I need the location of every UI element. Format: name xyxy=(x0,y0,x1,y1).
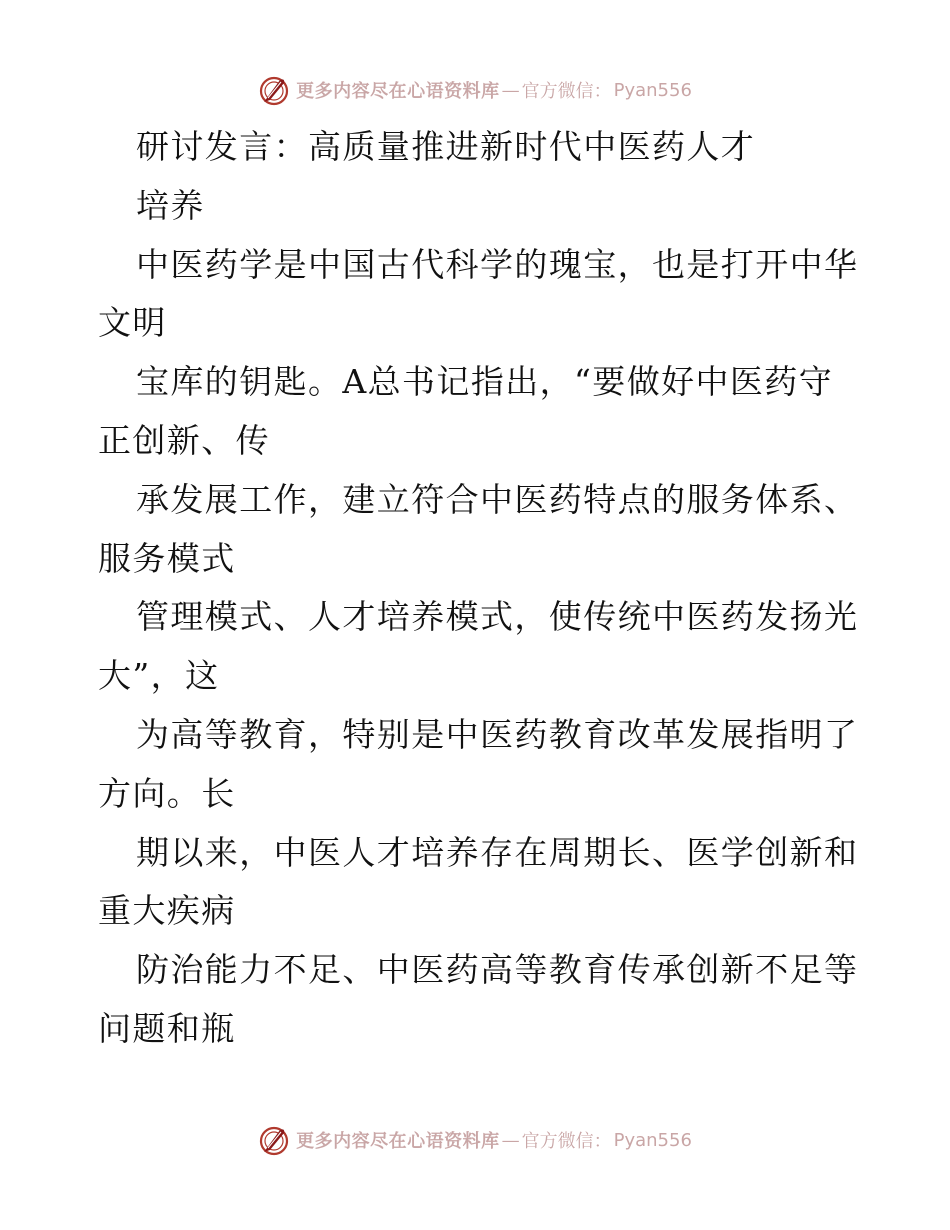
paragraph-line: 为高等教育，特别是中医药教育改革发展指明了 xyxy=(136,714,859,754)
watermark-brand-text: 更多内容尽在心语资料库 xyxy=(296,81,500,102)
paragraph-line: 宝库的钥匙。A总书记指出，“要做好中医药守 xyxy=(136,362,834,402)
paragraph-line: 管理模式、人才培养模式，使传统中医药发扬光 xyxy=(136,597,859,637)
feather-pen-logo-icon xyxy=(258,1124,290,1156)
watermark-wechat-label: 官方微信： xyxy=(521,81,612,102)
watermark-dash: — xyxy=(501,79,520,101)
paragraph-line: 文明 xyxy=(98,303,167,343)
watermark-dash: — xyxy=(501,1129,520,1151)
paragraph-line: 服务模式 xyxy=(98,538,236,578)
document-body xyxy=(98,118,858,1059)
paragraph-line: 正创新、传 xyxy=(98,420,270,460)
watermark-footer xyxy=(0,1122,950,1158)
paragraph-line: 中医药学是中国古代科学的瑰宝，也是打开中华 xyxy=(136,244,859,284)
watermark-wechat-id: Pyan556 xyxy=(613,79,692,101)
paragraph-line: 重大疾病 xyxy=(98,891,236,931)
paragraph-line: 方向。长 xyxy=(98,773,236,813)
watermark-wechat-label: 官方微信： xyxy=(521,1131,612,1152)
paragraph-line: 防治能力不足、中医药高等教育传承创新不足等 xyxy=(136,950,859,990)
document-title-line-1: 研讨发言：高质量推进新时代中医药人才 xyxy=(136,127,756,166)
watermark-header xyxy=(0,72,950,108)
paragraph-line: 承发展工作，建立符合中医药特点的服务体系、 xyxy=(136,479,859,519)
watermark-brand-text: 更多内容尽在心语资料库 xyxy=(296,1131,500,1152)
feather-pen-logo-icon xyxy=(258,74,290,106)
paragraph-line: 期以来，中医人才培养存在周期长、医学创新和 xyxy=(136,832,859,872)
watermark-wechat-id: Pyan556 xyxy=(613,1129,692,1151)
document-title-line-2: 培养 xyxy=(136,185,205,225)
paragraph-line: 大”，这 xyxy=(98,656,220,696)
paragraph-line: 问题和瓶 xyxy=(98,1008,236,1048)
